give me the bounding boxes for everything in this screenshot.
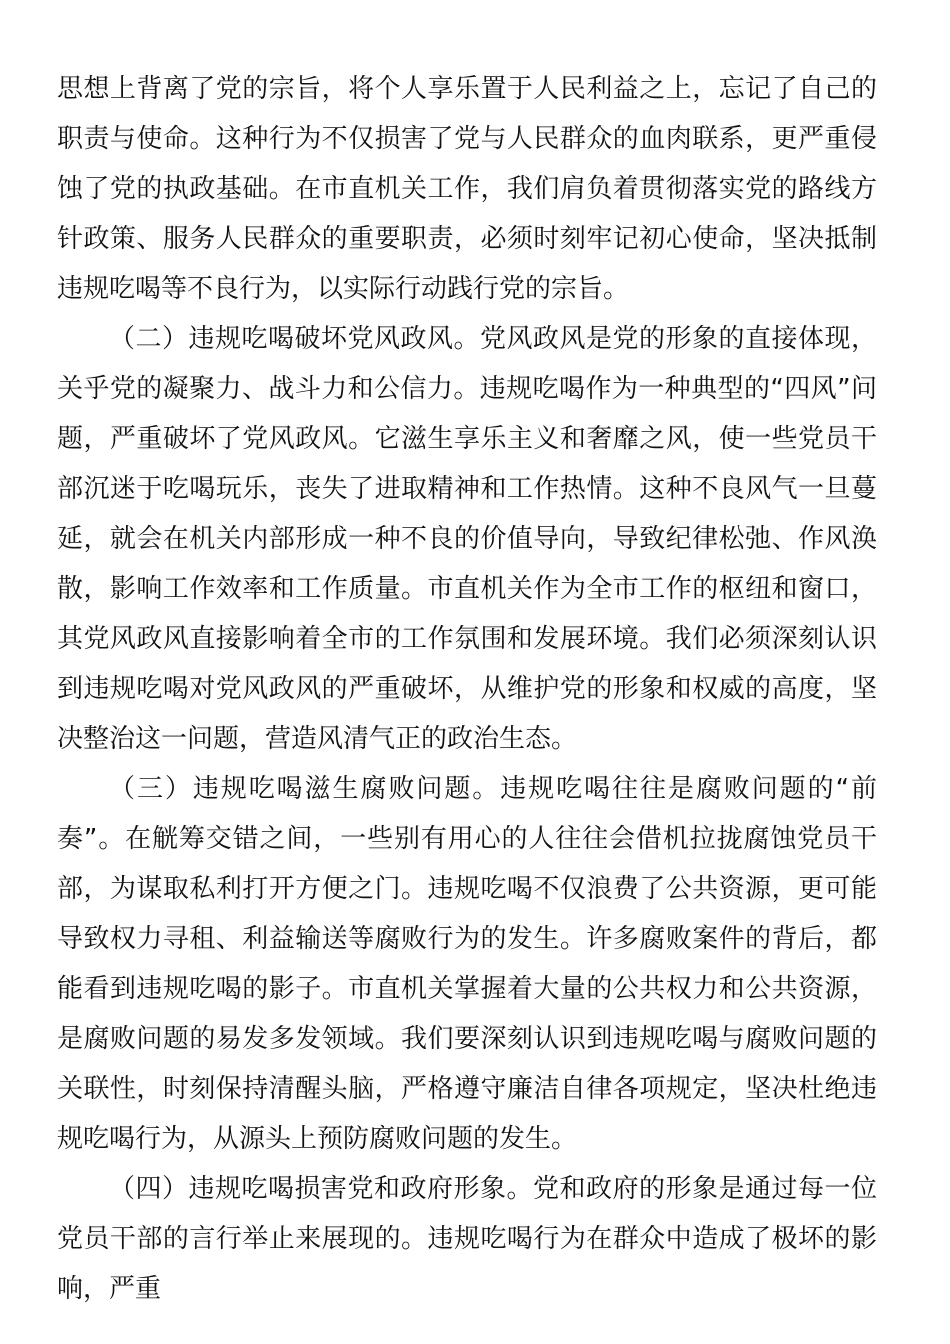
paragraph-section-3: （三）违规吃喝滋生腐败问题。违规吃喝往往是腐败问题的“前奏”。在觥筹交错之间，一些别有用心的人往往会借机拉拢腐蚀党员干部，为谋取私利打开方便之门。违规吃喝不仅浪费了公共资源，更可能导致权力寻租、利益输送等腐败行为的发生。许多腐败案件的背后，都能看到违规吃喝的影子。市直机关掌握着大量的公共权力和公共资源，是腐败问题的易发多发领域。我们要深刻认识到违规吃喝与腐败问题的关联性，时刻保持清醒头脑，严格遵守廉洁自律各项规定，坚决杜绝违规吃喝行为，从源头上预防腐败问题的发生。 <box>57 774 877 1154</box>
paragraph-continuation: 思想上背离了党的宗旨，将个人享乐置于人民利益之上，忘记了自己的职责与使命。这种行为不仅损害了党与人民群众的血肉联系，更严重侵蚀了党的执政基础。在市直机关工作，我们肩负着贯彻落实党的路线方针政策、服务人民群众的重要职责，必须时刻牢记初心使命，坚决抵制违规吃喝等不良行为，以实际行动践行党的宗旨。 <box>57 74 877 304</box>
paragraph-section-2: （二）违规吃喝破坏党风政风。党风政风是党的形象的直接体现，关乎党的凝聚力、战斗力和公信力。违规吃喝作为一种典型的“四风”问题，严重破坏了党风政风。它滋生享乐主义和奢靡之风，使一些党员干部沉迷于吃喝玩乐，丧失了进取精神和工作热情。这种不良风气一旦蔓延，就会在机关内部形成一种不良的价值导向，导致纪律松弛、作风涣散，影响工作效率和工作质量。市直机关作为全市工作的枢纽和窗口，其党风政风直接影响着全市的工作氛围和发展环境。我们必须深刻认识到违规吃喝对党风政风的严重破坏，从维护党的形象和权威的高度，坚决整治这一问题，营造风清气正的政治生态。 <box>57 324 877 754</box>
document-page <box>57 64 877 1314</box>
paragraph-section-4: （四）违规吃喝损害党和政府形象。党和政府的形象是通过每一位党员干部的言行举止来展现的。违规吃喝行为在群众中造成了极坏的影响，严重 <box>57 1174 877 1304</box>
